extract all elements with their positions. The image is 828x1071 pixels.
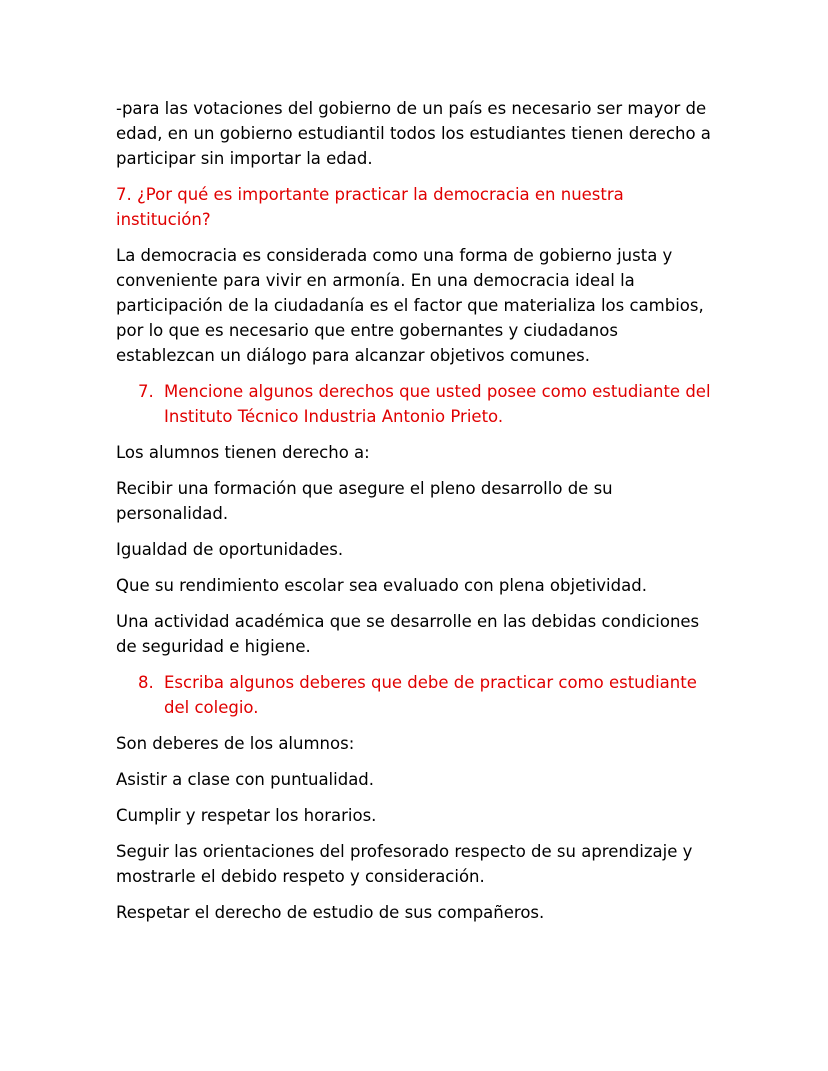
paragraph-voting: -para las votaciones del gobierno de un país es necesario ser mayor de edad, en un gobierno estudiantil todos los estudiantes tienen derecho a participar sin importar la edad. [116, 99, 711, 168]
list-item: Recibir una formación que asegure el pleno desarrollo de su personalidad. [116, 479, 613, 523]
list-item: Una actividad académica que se desarrolle en las debidas condiciones de seguridad e higiene. [116, 612, 700, 656]
question-text: Escriba algunos deberes que debe de practicar como estudiante del colegio. [164, 673, 697, 717]
list-item: Respetar el derecho de estudio de sus compañeros. [116, 903, 545, 922]
list-item: Asistir a clase con puntualidad. [116, 770, 375, 789]
question-7-democracy: 7. ¿Por qué es importante practicar la democracia en nuestra institución? [116, 185, 624, 229]
list-item: Que su rendimiento escolar sea evaluado con plena objetividad. [116, 576, 647, 595]
list-item: Cumplir y respetar los horarios. [116, 806, 377, 825]
rights-intro: Los alumnos tienen derecho a: [116, 443, 370, 462]
list-item: Igualdad de oportunidades. [116, 540, 344, 559]
question-7-rights [116, 379, 718, 429]
list-number: 8. [138, 673, 154, 692]
paragraph-democracy: La democracia es considerada como una forma de gobierno justa y conveniente para vivir en armonía. En una democracia ideal la participación de la ciudadanía es el factor que materializa los cambios, por lo que es necesario que entre gobernantes y ciudadanos establezcan un diálogo para alcanzar objetivos comunes. [116, 246, 704, 365]
document-page [116, 96, 718, 925]
question-8-duties [116, 670, 718, 720]
list-item: Seguir las orientaciones del profesorado respecto de su aprendizaje y mostrarle el debido respeto y consideración. [116, 842, 693, 886]
question-text: Mencione algunos derechos que usted posee como estudiante del Instituto Técnico Industria Antonio Prieto. [164, 382, 711, 426]
duties-intro: Son deberes de los alumnos: [116, 734, 355, 753]
list-number: 7. [138, 382, 154, 401]
